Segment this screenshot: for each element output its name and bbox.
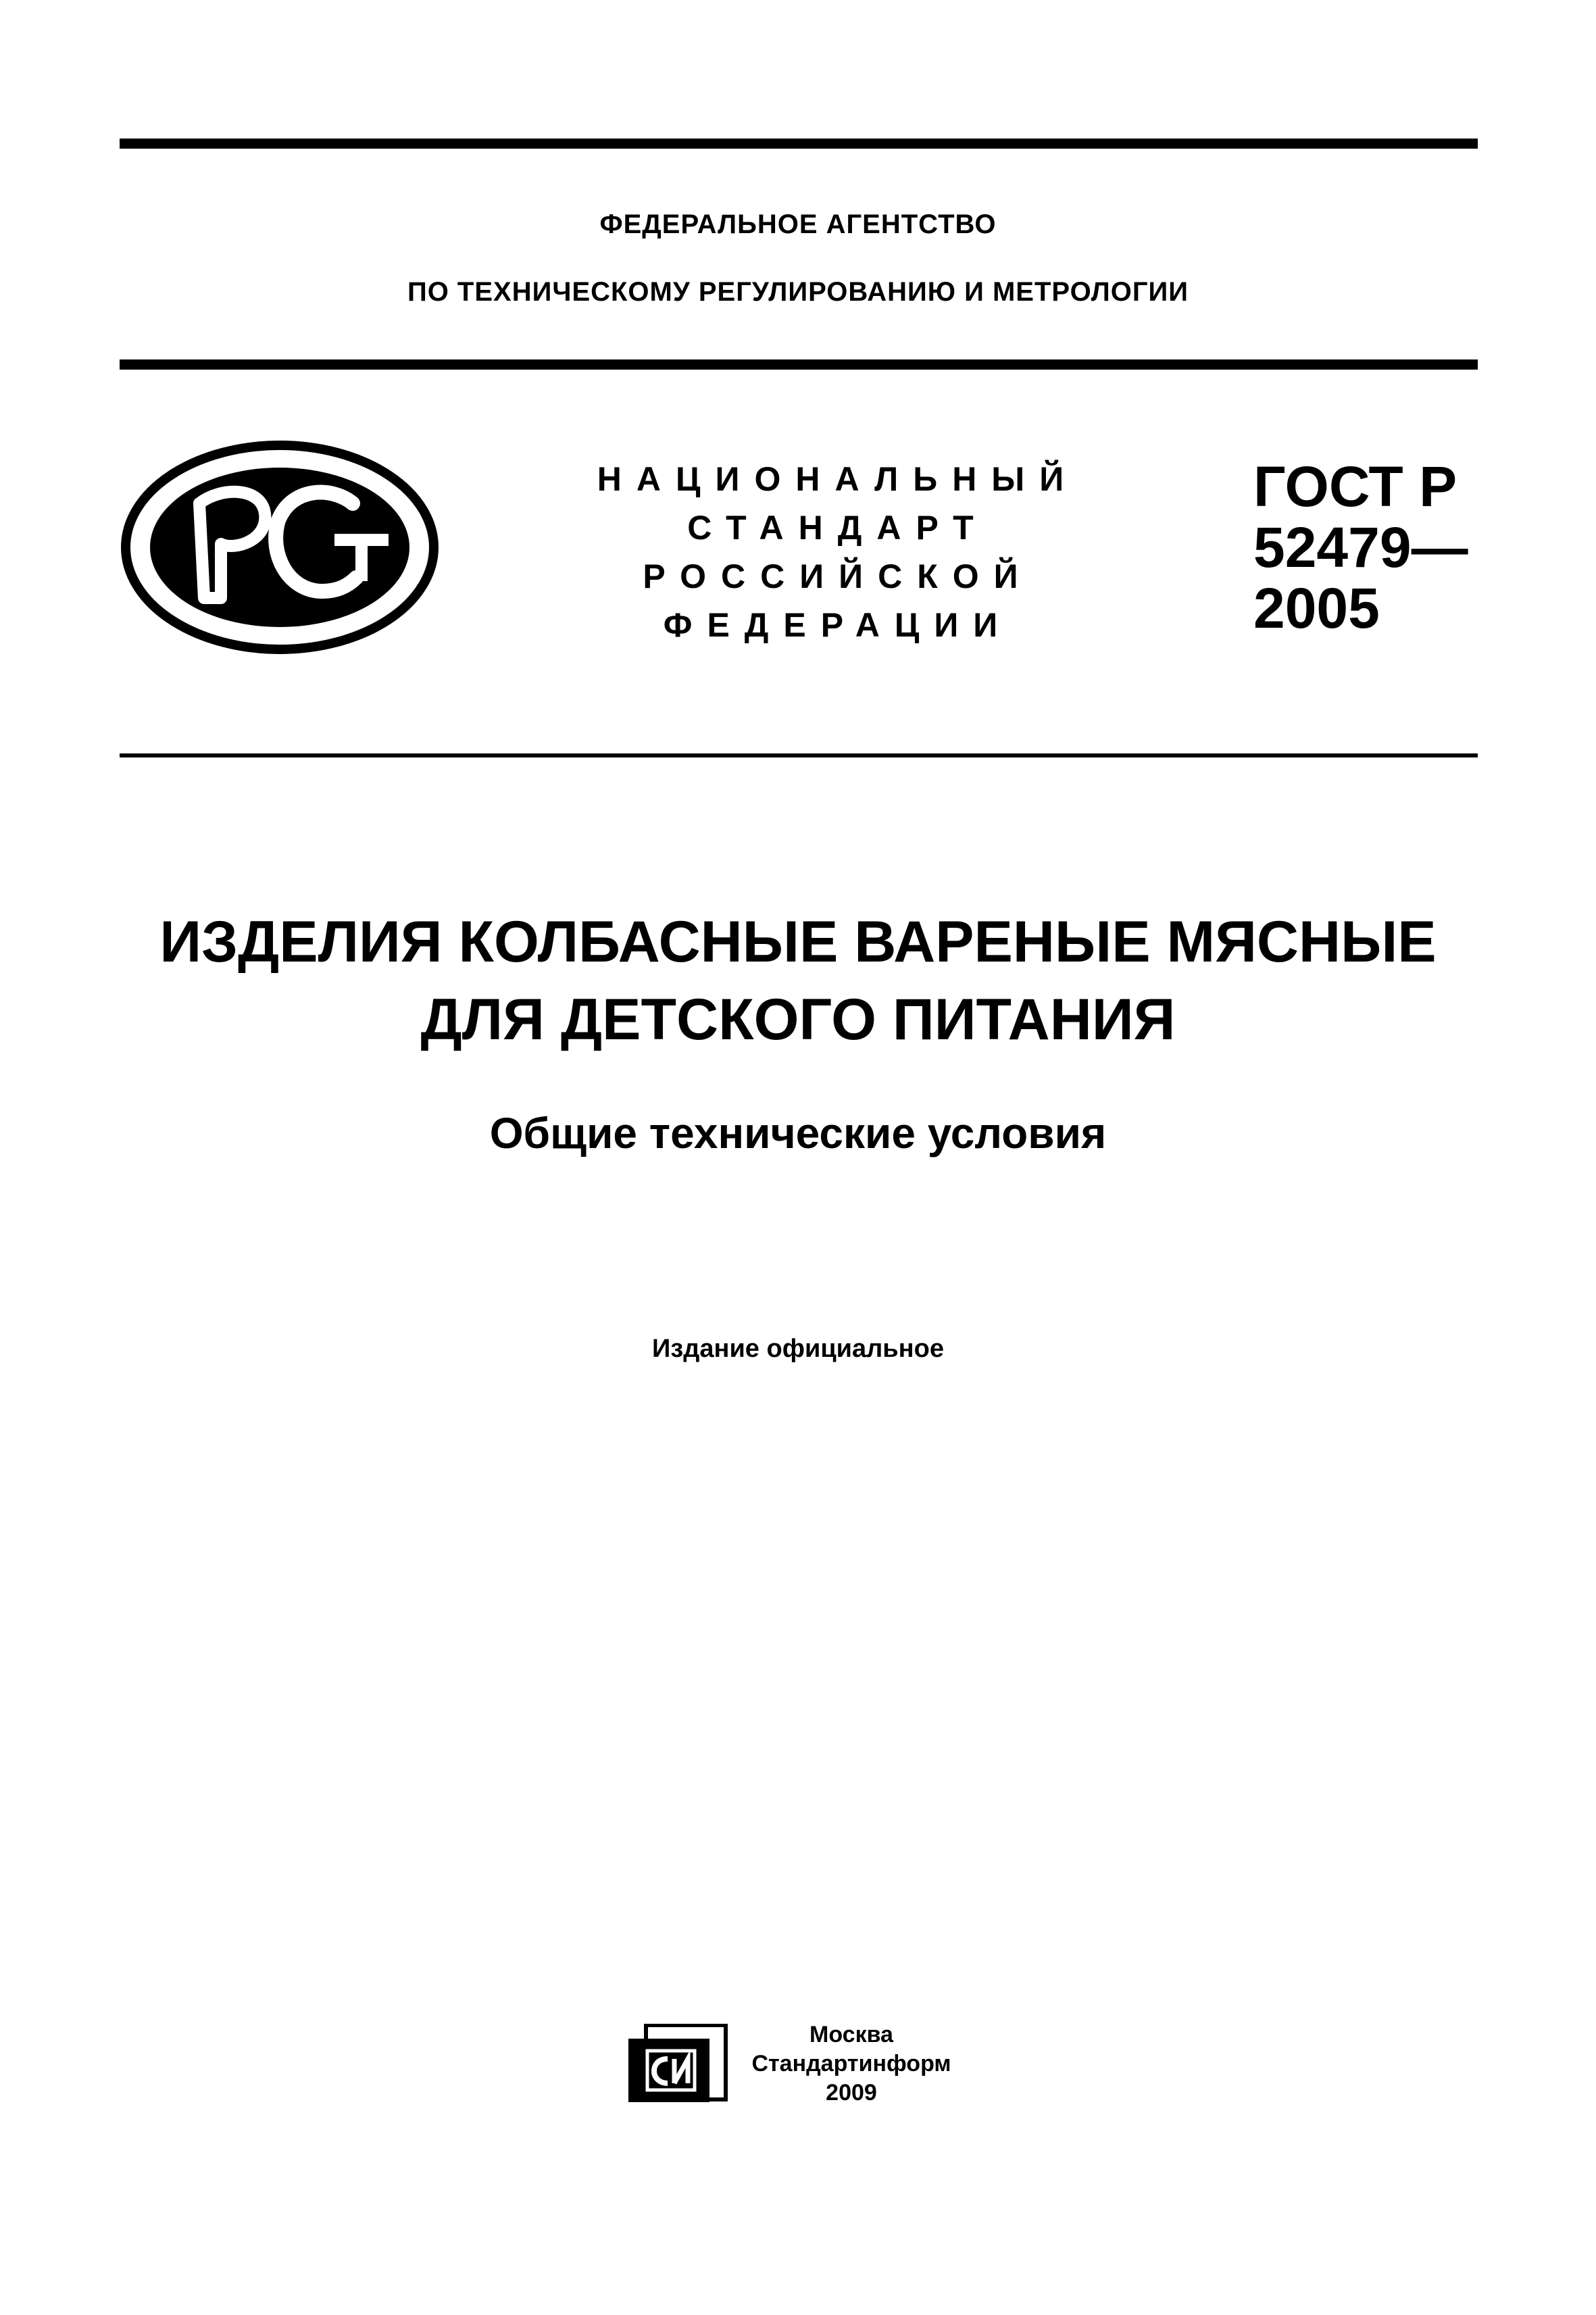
agency-line-1: ФЕДЕРАЛЬНОЕ АГЕНТСТВО (599, 209, 997, 239)
gost-designation-line-2: 52479— (1253, 516, 1468, 579)
edition-note: Издание официальное (652, 1335, 944, 1363)
national-standard-line-3: РОССИЙСКОЙ (643, 557, 1033, 595)
publisher-city: Москва (809, 2022, 893, 2047)
document-subtitle: Общие технические условия (489, 1109, 1107, 1158)
national-standard-line-1: НАЦИОНАЛЬНЫЙ (597, 460, 1079, 498)
header-rule (120, 359, 1478, 370)
document-title-line-2: ДЛЯ ДЕТСКОГО ПИТАНИЯ (420, 987, 1176, 1052)
designation-rule (120, 753, 1478, 757)
agency-line-2: ПО ТЕХНИЧЕСКОМУ РЕГУЛИРОВАНИЮ И МЕТРОЛОГИИ (407, 277, 1189, 307)
top-rule (120, 139, 1478, 149)
gost-designation-line-3: 2005 (1253, 576, 1380, 640)
national-standard-line-2: СТАНДАРТ (687, 509, 989, 547)
gost-designation-line-1: ГОСТ Р (1253, 455, 1457, 518)
publication-year: 2009 (826, 2080, 877, 2106)
document-title-line-1: ИЗДЕЛИЯ КОЛБАСНЫЕ ВАРЕНЫЕ МЯСНЫЕ (159, 910, 1437, 974)
publisher-name: Стандартинформ (751, 2051, 951, 2076)
standartinform-logo-icon (627, 2024, 728, 2104)
national-standard-line-4: ФЕДЕРАЦИИ (663, 606, 1013, 644)
rst-gost-logo-icon (120, 439, 441, 655)
